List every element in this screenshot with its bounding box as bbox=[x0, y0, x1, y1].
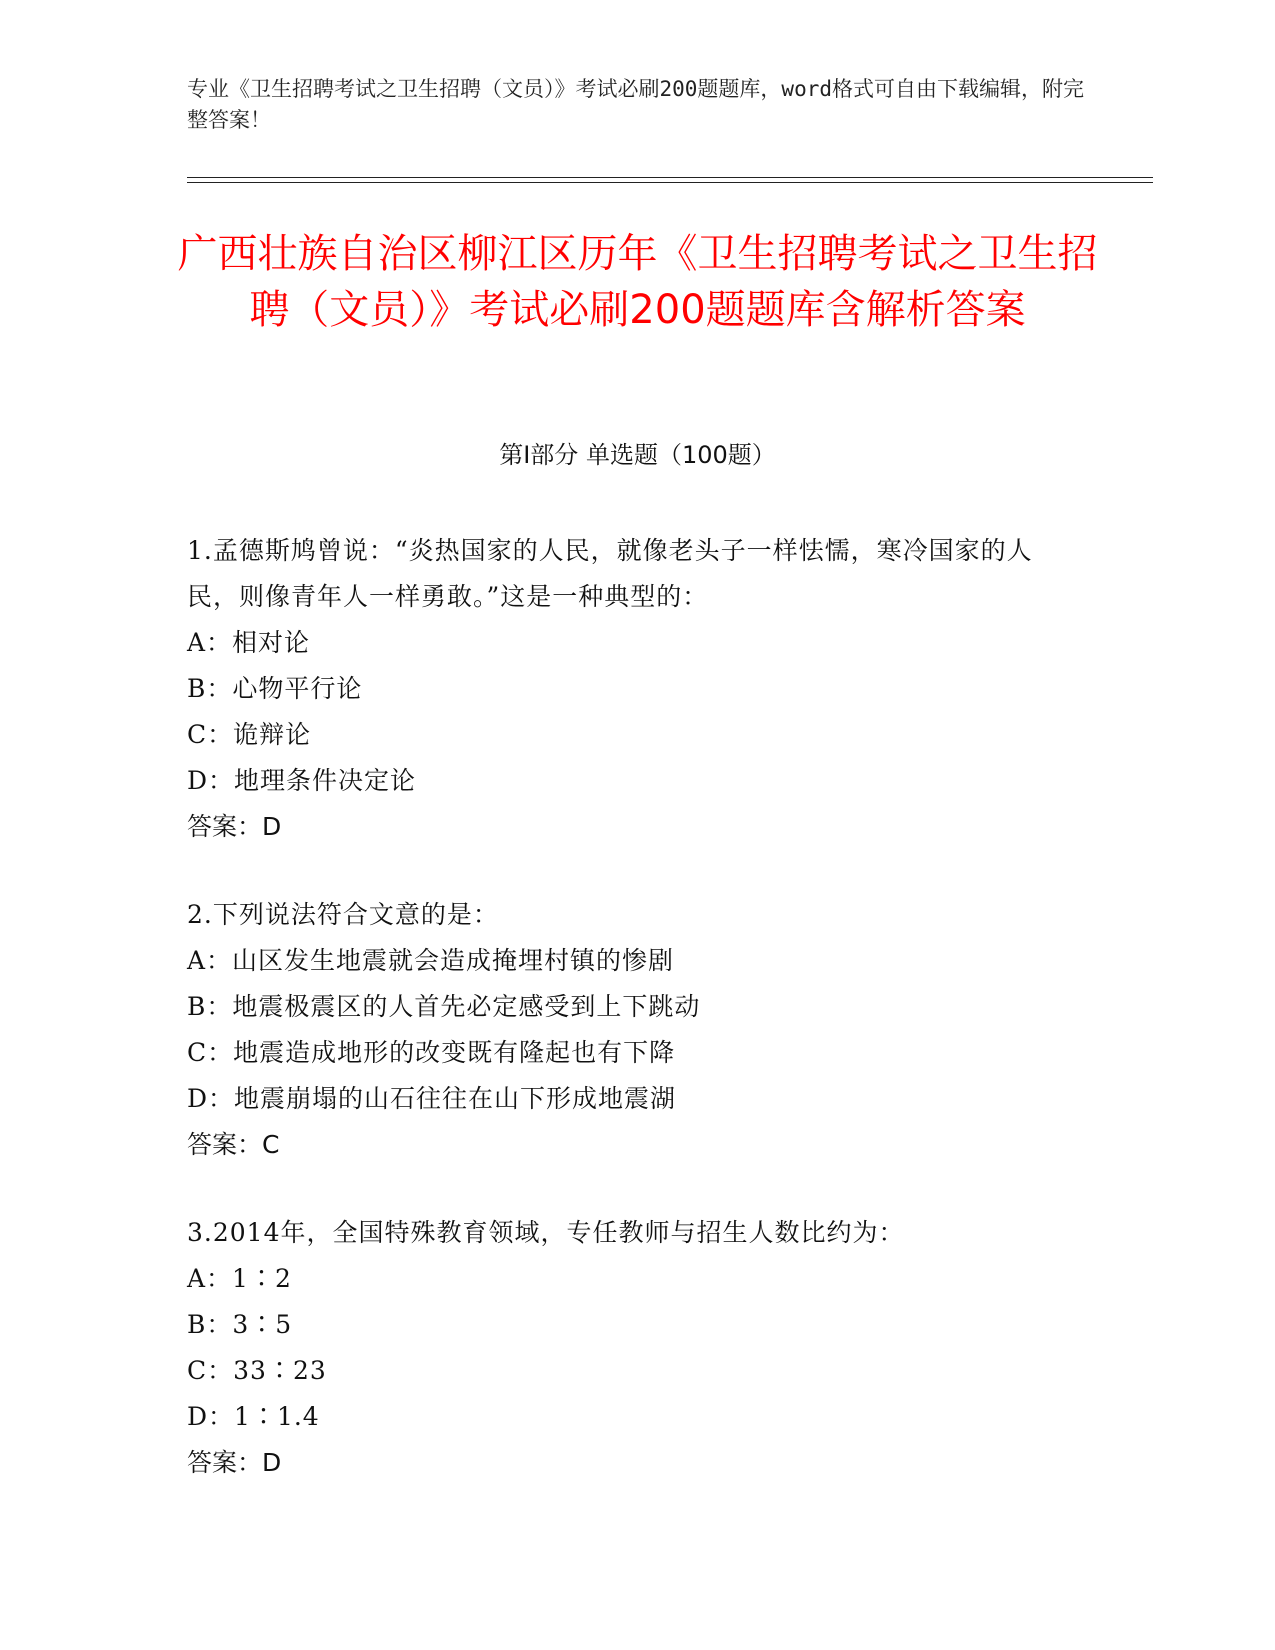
question-2 bbox=[187, 892, 1067, 1168]
option-a: A：1∶2 bbox=[187, 1264, 292, 1293]
answer: 答案：D bbox=[187, 812, 282, 841]
answer: 答案：C bbox=[187, 1130, 280, 1159]
question-stem: 2.下列说法符合文意的是： bbox=[187, 900, 499, 929]
question-stem: 3.2014年，全国特殊教育领域，专任教师与招生人数比约为： bbox=[187, 1218, 905, 1247]
option-c: C：33∶23 bbox=[187, 1356, 327, 1385]
option-c: C：地震造成地形的改变既有隆起也有下降 bbox=[187, 1038, 676, 1067]
option-d: D：地震崩塌的山石往往在山下形成地震湖 bbox=[187, 1084, 677, 1113]
option-c: C：诡辩论 bbox=[187, 720, 312, 749]
option-b: B：心物平行论 bbox=[187, 674, 363, 703]
option-a: A：山区发生地震就会造成掩埋村镇的惨剧 bbox=[187, 946, 675, 975]
option-a: A：相对论 bbox=[187, 628, 311, 657]
question-list bbox=[187, 528, 1067, 1528]
header-divider-bottom bbox=[187, 182, 1153, 183]
option-d: D：1∶1.4 bbox=[187, 1402, 320, 1431]
header-divider-top bbox=[187, 177, 1153, 178]
answer: 答案：D bbox=[187, 1448, 282, 1477]
document-title: 广西壮族自治区柳江区历年《卫生招聘考试之卫生招聘（文员）》考试必刷200题题库含解析答案 bbox=[177, 231, 1098, 333]
question-3 bbox=[187, 1210, 1067, 1486]
section-title: 第Ⅰ部分 单选题（100题） bbox=[499, 441, 776, 469]
option-b: B：地震极震区的人首先必定感受到上下跳动 bbox=[187, 992, 701, 1021]
header-note: 专业《卫生招聘考试之卫生招聘（文员）》考试必刷200题题库，word格式可自由下载编辑，附完整答案！ bbox=[187, 77, 1084, 132]
question-1 bbox=[187, 528, 1067, 850]
option-b: B：3∶5 bbox=[187, 1310, 293, 1339]
question-stem: 1.孟德斯鸠曾说：“炎热国家的人民，就像老头子一样怯懦，寒冷国家的人民，则像青年人一样勇敢。”这是一种典型的： bbox=[187, 536, 1033, 611]
option-d: D：地理条件决定论 bbox=[187, 766, 417, 795]
